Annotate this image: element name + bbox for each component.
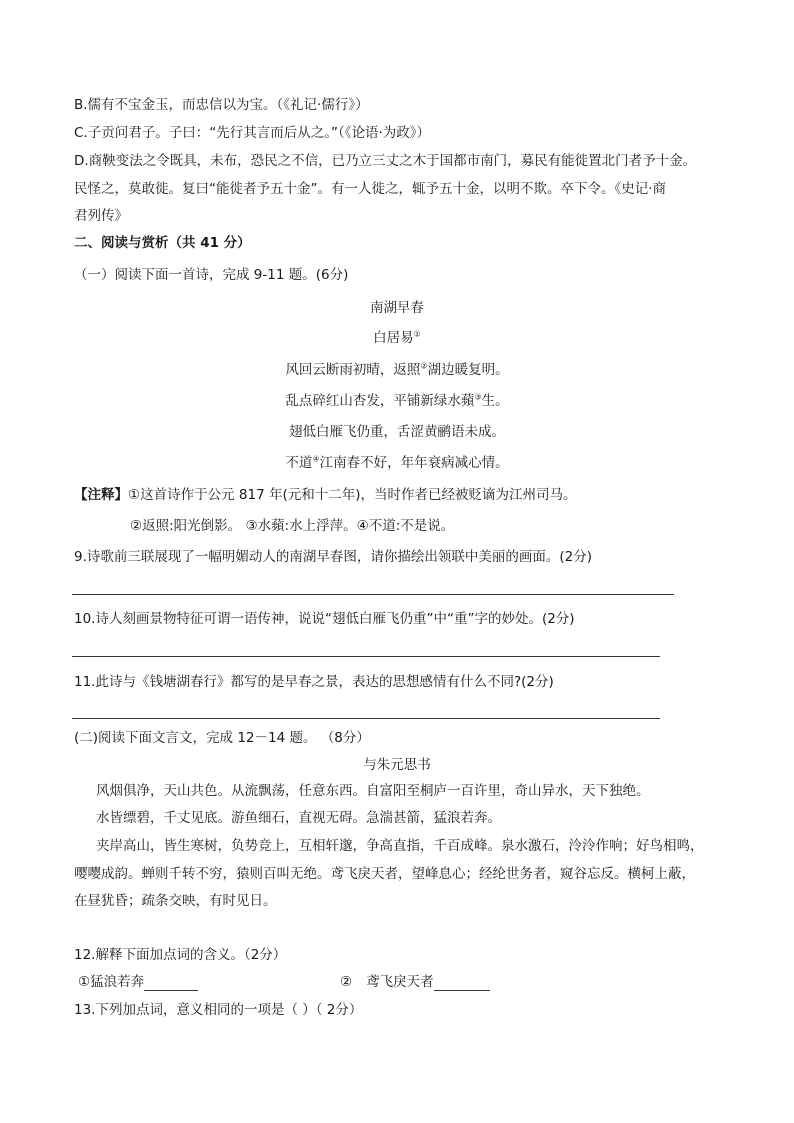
answer-line-10[interactable] — [72, 656, 660, 657]
option-d-line1: D.商鞅变法之令既具，未布，恐民之不信，已乃立三丈之木于国都市南门，募民有能徙置北门者予十金。 — [74, 153, 697, 169]
poem-line-2: 乱点碎红山杏发，平铺新绿水蘋③生。 — [285, 392, 509, 409]
answer-line-11[interactable] — [72, 718, 660, 719]
poem-line-3: 翅低白雁飞仍重，舌涩黄鹂语未成。 — [289, 424, 505, 440]
note-label: 【注释】 — [74, 487, 128, 503]
poem-note-1: 【注释】①这首诗作于公元 817 年(元和十二年)，当时作者已经被贬谪为江州司马。 — [74, 487, 577, 503]
prose-paragraph-1: 风烟俱净，天山共色。从流飘荡，任意东西。自富阳至桐庐一百许里，奇山异水，天下独绝。 — [96, 783, 650, 799]
footnote-mark: ④ — [312, 454, 320, 464]
option-b: B.儒有不宝金玉，而忠信以为宝。（《礼记·儒行》） — [74, 97, 369, 113]
prose-paragraph-3-line1: 夹岸高山，皆生寒树，负势竞上，互相轩邈，争高直指，千百成峰。泉水激石，泠泠作响；好鸟相鸣， — [96, 838, 704, 854]
question-12-item-1: ①猛浪若奔 — [78, 973, 198, 991]
option-d-line2: 民怪之，莫敢徙。复曰“能徙者予五十金”。有一人徙之，辄予五十金，以明不欺。卒下令。《史记·商 — [74, 181, 667, 197]
footnote-mark: ② — [420, 361, 428, 371]
poem-line-4: 不道④江南春不好，年年衰病减心情。 — [285, 454, 509, 471]
prose-paragraph-3-line3: 在昼犹昏；疏条交映，有时见日。 — [74, 893, 277, 909]
poem-author: 白居易① — [373, 329, 421, 346]
question-12-item-2: ② 鸢飞戾天者 — [340, 973, 490, 991]
poem-line-1: 风回云断雨初晴，返照②湖边暖复明。 — [285, 361, 509, 378]
answer-line-9[interactable] — [72, 594, 674, 595]
question-13: 13.下列加点词，意义相同的一项是（ ）（ 2分） — [74, 1002, 363, 1018]
section-title: 二、阅读与赏析（共 41 分） — [74, 235, 251, 251]
poem-note-2: ②返照:阳光倒影。 ③水蘋:水上浮萍。④不道:不是说。 — [130, 518, 455, 534]
prose-paragraph-2: 水皆缥碧，千丈见底。游鱼细石，直视无碍。急湍甚箭，猛浪若奔。 — [96, 810, 501, 826]
question-11: 11.此诗与《钱塘湖春行》都写的是早春之景，表达的思想感情有什么不同?(2分) — [74, 674, 554, 690]
part1-intro: （一）阅读下面一首诗，完成 9-11 题。(6分) — [74, 267, 349, 283]
prose-title: 与朱元思书 — [363, 757, 431, 773]
part2-intro: (二)阅读下面文言文，完成 12－14 题。 （8分） — [74, 730, 370, 746]
option-d-line3: 君列传》 — [74, 208, 128, 224]
option-c: C.子贡问君子。子曰：“先行其言而后从之。”（《论语·为政》） — [74, 125, 430, 141]
footnote-mark: ① — [413, 329, 421, 339]
poem-title: 南湖早春 — [370, 300, 424, 316]
question-9: 9.诗歌前三联展现了一幅明媚动人的南湖早春图，请你描绘出领联中美丽的画面。(2分) — [74, 549, 593, 565]
blank-field[interactable] — [434, 976, 490, 991]
prose-paragraph-3-line2: 嘤嘤成韵。蝉则千转不穷，猿则百叫无绝。鸢飞戾天者，望峰息心；经纶世务者，窥谷忘反。横柯上蔽， — [74, 866, 695, 882]
question-10: 10.诗人刻画景物特征可谓一语传神，说说“翅低白雁飞仍重”中“重”字的妙处。(2分) — [74, 611, 575, 627]
footnote-mark: ③ — [474, 392, 482, 402]
question-12: 12.解释下面加点词的含义。（2分） — [74, 947, 287, 963]
blank-field[interactable] — [144, 976, 198, 991]
